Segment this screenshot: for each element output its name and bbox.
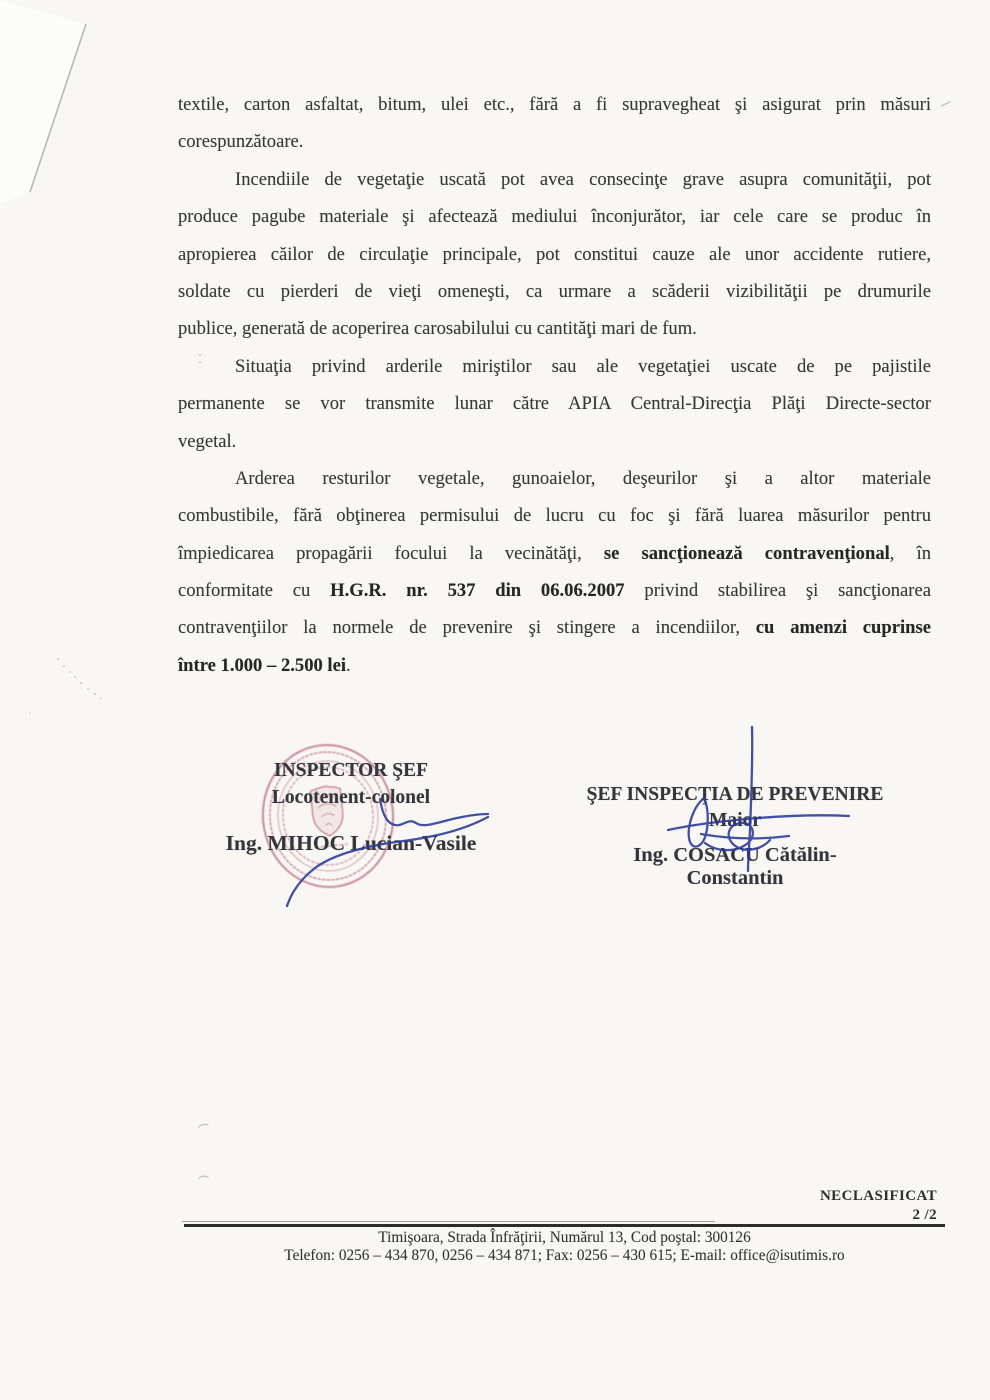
left-signer-rank: Locotenent-colonel <box>271 787 431 808</box>
body-line <box>178 385 931 422</box>
body-line <box>178 535 931 572</box>
body-line <box>178 423 931 460</box>
body-text-segment: privind stabilirea şi sancţionarea <box>624 580 931 602</box>
body-text-segment: contravenţiilor la normele de prevenire şi stingere a incendiilor, <box>178 617 756 639</box>
body-text-segment: . <box>346 654 351 676</box>
body-text-bold-segment: cu amenzi cuprinse <box>755 617 931 639</box>
footer <box>184 1229 945 1264</box>
speck-artifacts <box>29 354 201 714</box>
body-line <box>178 273 931 310</box>
footer-contact: Telefon: 0256 – 434 870, 0256 – 434 871; Fax: 0256 – 430 615; E-mail: office@isutimis.ro <box>284 1246 845 1264</box>
left-signer-name: Ing. MIHOC Lucian-Vasile <box>225 831 477 855</box>
body-text-segment: textile, carton asfaltat, bitum, ulei etc., fără a fi supravegheat şi asigurat prin măsuri <box>178 94 931 115</box>
body-text-segment: corespunzătoare. <box>178 131 304 153</box>
right-signer-rank: Maior <box>709 810 761 831</box>
body-paragraphs <box>178 86 931 684</box>
signature-block-right <box>585 781 885 890</box>
body-line <box>178 348 931 385</box>
body-text-segment: Situaţia privind arderile miriştilor sau ale vegetaţiei uscate de pe pajistile <box>235 355 931 377</box>
body-line <box>178 86 931 123</box>
body-text-segment: împiedicarea propagării focului la vecinătăţi, <box>178 542 604 564</box>
body-text-segment: Arderea resturilor vegetale, gunoaielor, deşeurilor şi a altor materiale <box>235 467 931 489</box>
body-text-segment: soldate cu pierderi de vieţi omeneşti, ca urmare a scăderii vizibilităţii pe drumurile <box>178 280 931 302</box>
body-text-bold-segment: H.G.R. nr. 537 din 06.06.2007 <box>330 580 625 602</box>
body-text-bold-segment: între 1.000 – 2.500 lei <box>178 654 347 676</box>
body-text-segment: produce pagube materiale şi afectează mediului înconjurător, iar cele care se produc în <box>178 206 931 228</box>
page-fold-artifact <box>0 0 86 204</box>
body-text-segment: vegetal. <box>178 430 237 452</box>
page-number: 2 /2 <box>912 1206 937 1223</box>
body-text-bold-segment: se sancţionează contravenţional <box>603 542 890 564</box>
body-text-segment: publice, generată de acoperirea carosabilului cu cantităţi mari de fum. <box>178 318 697 340</box>
body-line <box>178 310 931 347</box>
footer-address: Timişoara, Strada Înfrăţirii, Numărul 13, Cod poştal: 300126 <box>378 1229 751 1246</box>
classification-label: NECLASIFICAT <box>819 1188 937 1204</box>
footer-divider <box>184 1224 945 1227</box>
body-line <box>178 460 931 497</box>
right-signer-name: Ing. COSACU Cătălin-Constantin <box>633 844 837 889</box>
body-text-segment: permanente se vor transmite lunar către APIA Central-Direcţia Plăţi Directe-sector <box>178 393 931 415</box>
body-text-segment: Incendiile de vegetaţie uscată pot avea consecinţe grave asupra comunităţii, pot <box>235 168 931 190</box>
signature-block-left <box>220 757 482 856</box>
body-line <box>178 161 931 198</box>
body-line <box>178 123 931 160</box>
body-text-segment: apropierea căilor de circulaţie principale, pot constitui cauze ale unor accidente rutiere, <box>178 243 931 265</box>
body-text-segment: conformitate cu <box>178 580 331 602</box>
classification-block <box>820 1187 937 1224</box>
body-text-segment: , în <box>889 542 932 564</box>
body-line <box>178 198 931 235</box>
body-line <box>178 647 931 684</box>
body-line <box>178 609 931 646</box>
right-signer-title: ŞEF INSPECŢIA DE PREVENIRE <box>586 784 884 805</box>
body-line <box>178 497 931 534</box>
left-signer-title: INSPECTOR ŞEF <box>273 760 429 781</box>
body-text-segment: combustibile, fără obţinerea permisului de lucru cu foc şi fără luarea măsurilor pentru <box>178 505 931 527</box>
body-line <box>178 572 931 609</box>
body-line <box>178 236 931 273</box>
